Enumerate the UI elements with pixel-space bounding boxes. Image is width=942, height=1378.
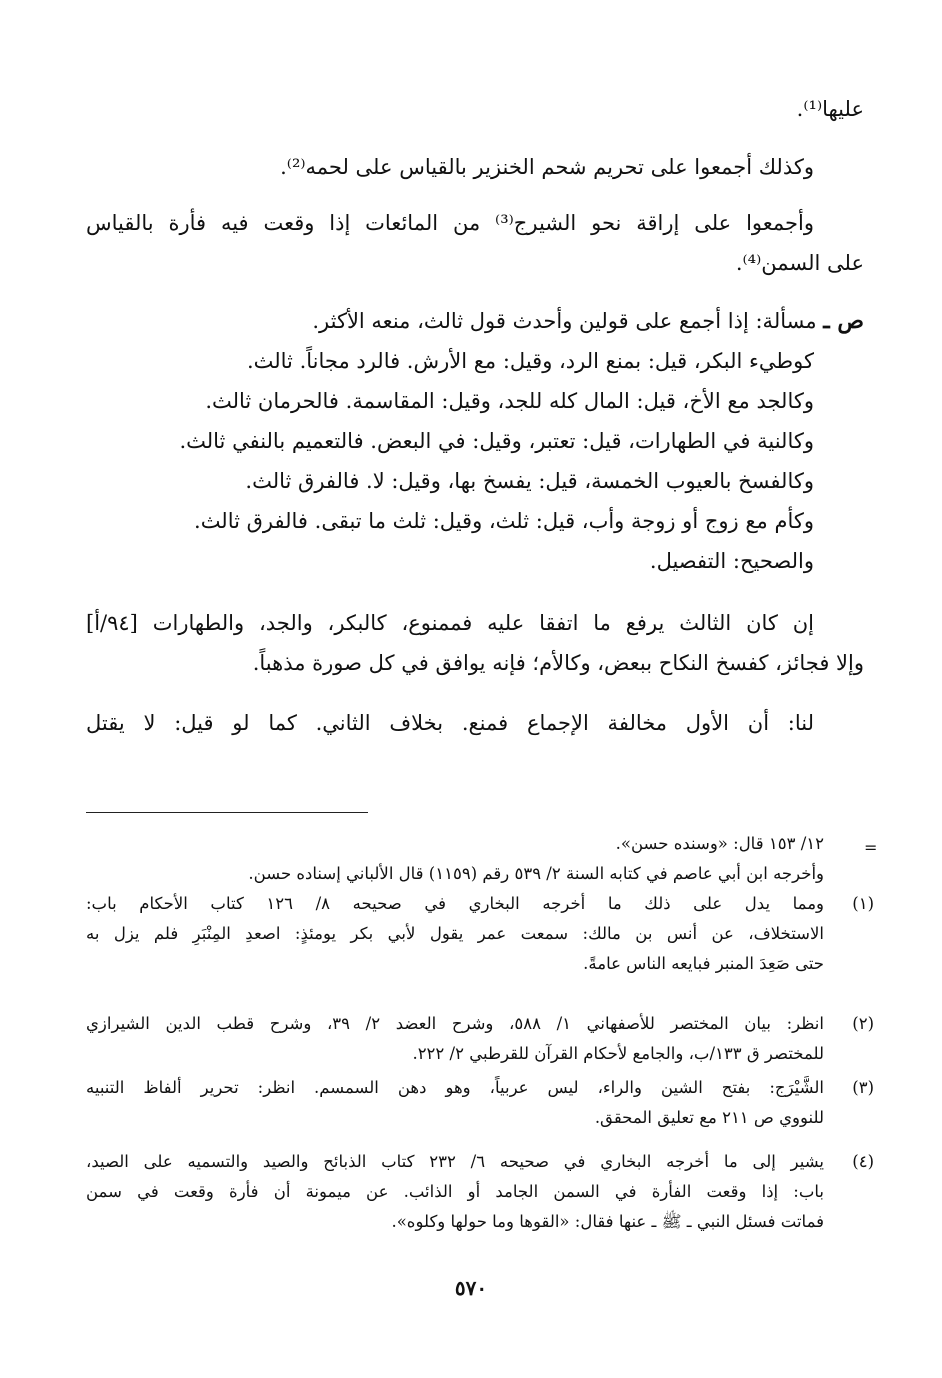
matn-line: وكالفسخ بالعيوب الخمسة، قيل: يفسخ بها، وقيل: لا. فالفرق ثالث.	[245, 469, 814, 493]
footnote-line: ومما يدل على ذلك ما أخرجه البخاري في صحيحه ٨/ ١٢٦ كتاب الأحكام باب:	[86, 894, 825, 913]
footnote-line: باب: إذا وقعت الفأرة في السمن الجامد أو الذائب. عن ميمونة أن فأرة وقعت في سمن	[86, 1182, 824, 1201]
footnote-line: للمختصر ق ١٣٣/ب، والجامع لأحكام القرآن للقرطبي ٢/ ٢٢٢.	[412, 1044, 824, 1063]
footnote-line: فماتت فسئل النبي ـ ﷺ ـ عنها فقال: «القوها وما حولها وكلوه».	[391, 1212, 824, 1231]
footnote-line: حتى صَعِدَ المنبر فبايعه الناس عامةً.	[583, 954, 824, 973]
footnote-number: (١)	[852, 894, 874, 913]
matn-text: مسألة: إذا أجمع على قولين وأحدث قول ثالث، منعه الأكثر.	[312, 309, 817, 333]
matn-line	[312, 304, 864, 338]
footnote-number: (٤)	[852, 1152, 874, 1171]
body-line: لنا: أن الأول مخالفة الإجماع فمنع. بخلاف الثاني. كما لو قيل: لا يقتل	[86, 711, 814, 735]
footnote-line: وأخرجه ابن أبي عاصم في كتابه السنة ٢/ ٥٣٩ رقم (١١٥٩) قال الألباني إسناده حسن.	[248, 864, 824, 883]
body-line: على السمن⁽⁴⁾.	[735, 251, 864, 275]
matn-line: وكالنية في الطهارات، قيل: تعتبر، وقيل: في البعض. فالتعميم بالنفي ثالث.	[179, 429, 814, 453]
footnote-line: الاستخلاف، عن أنس بن مالك: سمعت عمر يقول لأبي بكر يومئذٍ: اصعدِ المِنْبَرِ فلم يزل به	[86, 924, 824, 943]
matn-line: والصحيح: التفصيل.	[649, 549, 814, 573]
footnote-line: يشير إلى ما أخرجه البخاري في صحيحه ٦/ ٢٣٢ كتاب الذبائح والصيد والتسميه على الصيد،	[86, 1152, 825, 1171]
footnote-line: للنووي ص ٢١١ مع تعليق المحقق.	[594, 1108, 824, 1127]
body-line: إن كان الثالث يرفع ما اتفقا عليه فممنوع، كالبكر، والجد، والطهارات [٩٤/أ]	[86, 611, 814, 635]
footnote-number: (٢)	[852, 1014, 874, 1033]
body-line: عليها⁽¹⁾.	[796, 97, 864, 121]
footnote-line: الشَّيْرَج: بفتح الشين والراء، ليس عربياً، وهو دهن السمسم. انظر: تحرير ألفاظ التنبيه	[86, 1078, 824, 1097]
matn-marker: ص ـ	[823, 308, 864, 334]
page-number: ٥٧٠	[454, 1276, 488, 1300]
matn-line: كوطيء البكر، قيل: بمنع الرد، وقيل: مع الأرش. فالرد مجاناً. ثالث.	[246, 349, 814, 373]
footnote-separator	[86, 812, 368, 813]
body-line: وإلا فجائز، كفسخ النكاح ببعض، وكالأم؛ فإنه يوافق في كل صورة مذهباً.	[252, 651, 864, 675]
footnote-line: انظر: بيان المختصر للأصفهاني ١/ ٥٨٨، وشرح العضد ٢/ ٣٩، وشرح قطب الدين الشيرازي	[86, 1014, 824, 1033]
matn-line: وكالجد مع الأخ، قيل: المال كله للجد، وقيل: المقاسمة. فالحرمان ثالث.	[205, 389, 814, 413]
body-line: وأجمعوا على إراقة نحو الشيرج⁽³⁾ من المائعات إذا وقعت فيه فأرة بالقياس	[86, 211, 814, 235]
body-line: وكذلك أجمعوا على تحريم شحم الخنزير بالقياس على لحمه⁽²⁾.	[280, 155, 814, 179]
footnote-number: (٣)	[852, 1078, 874, 1097]
matn-line: وكأم مع زوج أو زوجة وأب، قيل: ثلث، وقيل: ثلث ما تبقى. فالفرق ثالث.	[194, 509, 814, 533]
footnote-line: ١٢/ ١٥٣ قال: «وسنده حسن».	[615, 834, 824, 853]
continuation-mark: =	[864, 838, 878, 857]
